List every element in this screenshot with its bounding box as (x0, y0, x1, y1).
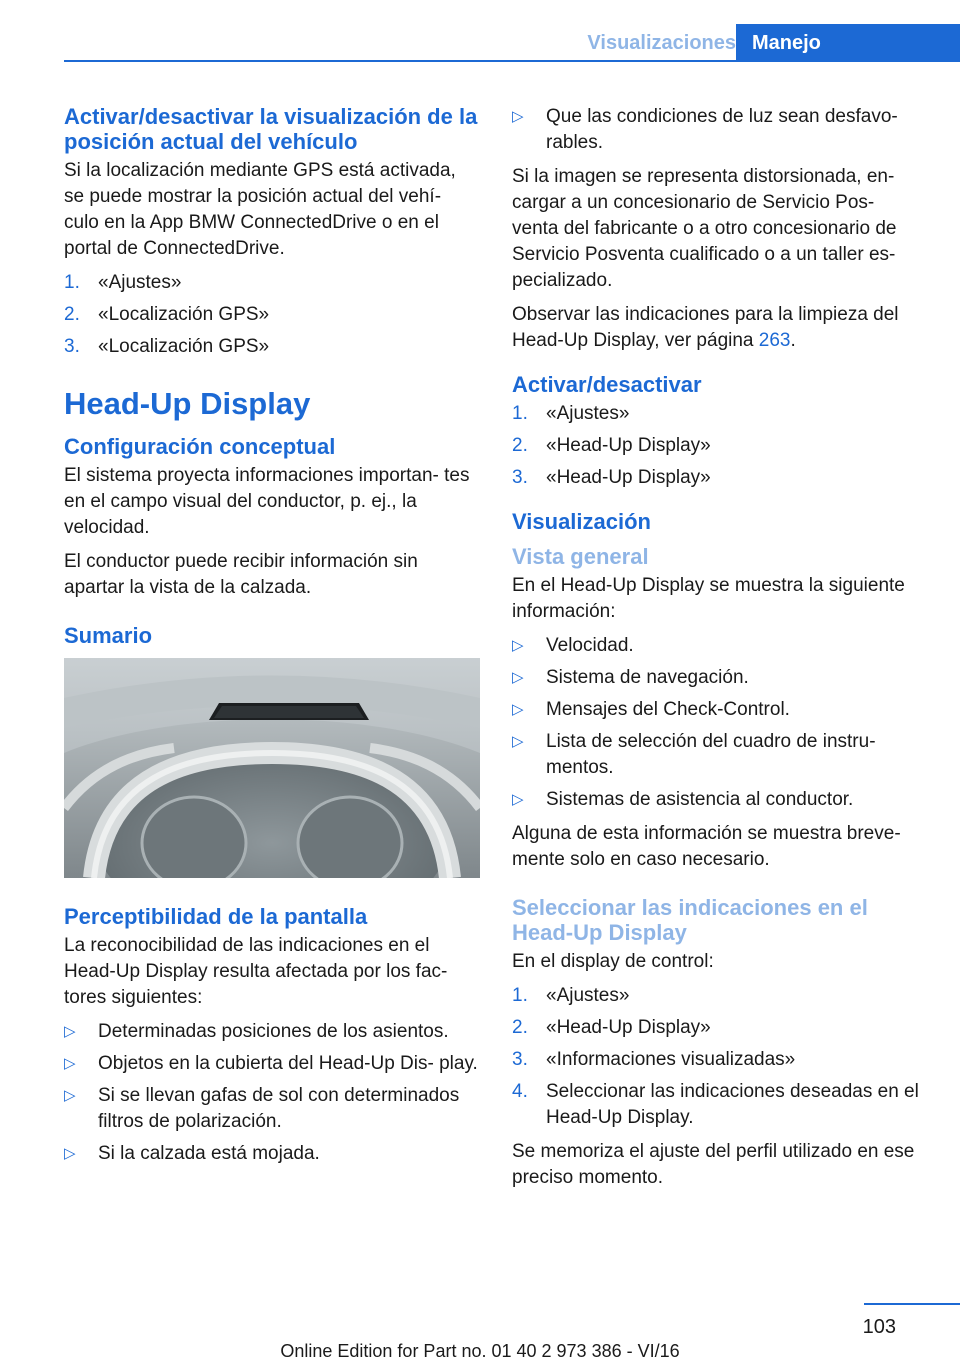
page-header (64, 24, 960, 62)
list-item: ▷ Objetos en la cubierta del Head-Up Dis‐ play. (64, 1051, 480, 1077)
paragraph-concept-1: El sistema proyecta informaciones importan‐ tes en el campo visual del conductor, p. ej., la velocidad. (64, 465, 470, 538)
left-column (64, 104, 480, 1175)
bullet-triangle-icon: ▷ (512, 108, 524, 125)
list-item: ▷ Sistemas de asistencia al conductor. (512, 787, 924, 813)
list-item: ▷ Si se llevan gafas de sol con determinados filtros de polarización. (64, 1085, 460, 1132)
overview-items (512, 633, 924, 813)
heading-activate-position: Activar/desactivar la visualización de la posición actual del vehículo (64, 104, 478, 154)
step-number: 4. (512, 1081, 528, 1102)
section-tab[interactable]: Visualizaciones (587, 32, 736, 54)
paragraph-visibility: La reconocibilidad de las indicaciones en el Head-Up Display resulta afectada por los fac‐ tores siguientes: (64, 935, 448, 1008)
step-number: 3. (64, 336, 80, 357)
paragraph-control-display: En el display de control: (512, 951, 714, 972)
heading-overview: Vista general (512, 544, 649, 569)
paragraph-overview: En el Head-Up Display se muestra la siguiente información: (512, 575, 905, 622)
step-number: 2. (512, 435, 528, 456)
heading-summary: Sumario (64, 623, 153, 648)
step-number: 1. (64, 272, 80, 293)
visibility-factors (64, 1019, 480, 1167)
heading-concept: Configuración conceptual (64, 434, 336, 459)
step-number: 3. (512, 1049, 528, 1070)
paragraph-profile: Se memoriza el ajuste del perfil utilizado en ese preciso momento. (512, 1141, 915, 1188)
bullet-triangle-icon: ▷ (512, 733, 524, 750)
paragraph-brief: Alguna de esta información se muestra breve‐ mente solo en caso necesario. (512, 823, 901, 870)
page-reference-link[interactable]: 263 (758, 330, 791, 351)
list-item: ▷ Velocidad. (512, 633, 924, 659)
list-item: ▷ Si la calzada está mojada. (64, 1141, 480, 1167)
list-item: 3. «Localización GPS» (64, 334, 480, 360)
hud-dashboard-illustration (64, 658, 480, 878)
steps-gps (64, 270, 480, 360)
list-item: 1. «Ajustes» (512, 983, 924, 1009)
edition-footer: Online Edition for Part no. 01 40 2 973 386 - VI/16 (280, 1341, 680, 1361)
list-item: ▷ Que las condiciones de luz sean desfavo‐ rables. (512, 106, 898, 153)
list-item: 2. «Head-Up Display» (512, 1015, 924, 1041)
bullet-triangle-icon: ▷ (512, 637, 524, 654)
footer-rule (864, 1303, 960, 1305)
list-item: ▷ Determinadas posiciones de los asientos. (64, 1019, 480, 1045)
heading-display: Visualización (512, 509, 651, 534)
page-number: 103 (862, 1316, 896, 1338)
heading-visibility: Perceptibilidad de la pantalla (64, 904, 368, 929)
hud-dashboard-image (64, 658, 480, 878)
bullet-triangle-icon: ▷ (64, 1145, 76, 1162)
bullet-triangle-icon: ▷ (512, 701, 524, 718)
list-item: 2. «Head-Up Display» (512, 433, 924, 459)
step-number: 1. (512, 403, 528, 424)
step-number: 2. (64, 304, 80, 325)
list-item: 3. «Informaciones visualizadas» (512, 1047, 924, 1073)
step-number: 1. (512, 985, 528, 1006)
paragraph-gps: Si la localización mediante GPS está activada, se puede mostrar la posición actual del vehí‐ culo en la App BMW ConnectedDrive o en el portal de ConnectedDrive. (64, 160, 456, 259)
list-item: ▷ Sistema de navegación. (512, 665, 924, 691)
chapter-tab[interactable]: Manejo (736, 24, 960, 62)
bullet-triangle-icon: ▷ (512, 669, 524, 686)
list-item: 4. Seleccionar las indicaciones deseadas en el Head-Up Display. (512, 1081, 919, 1128)
right-column (512, 104, 924, 1199)
header-rule (64, 60, 960, 62)
paragraph-cleaning: Observar las indicaciones para la limpieza del Head-Up Display, ver página 263. (512, 304, 899, 351)
list-item: 1. «Ajustes» (512, 401, 924, 427)
visibility-factors-continued (512, 104, 924, 156)
steps-select (512, 983, 924, 1131)
paragraph-distorted: Si la imagen se representa distorsionada, en‐ cargar a un concesionario de Servicio Pos‐ venta del fabricante o a otro concesionario de Servicio Posventa cualificado o a un taller es‐ pecializado. (512, 166, 897, 291)
list-item: ▷ Lista de selección del cuadro de instru‐ mentos. (512, 731, 876, 778)
paragraph-concept-2: El conductor puede recibir información sin apartar la vista de la calzada. (64, 551, 418, 598)
bullet-triangle-icon: ▷ (64, 1087, 76, 1104)
bullet-triangle-icon: ▷ (512, 791, 524, 808)
step-number: 3. (512, 467, 528, 488)
bullet-triangle-icon: ▷ (64, 1055, 76, 1072)
list-item: 2. «Localización GPS» (64, 302, 480, 328)
bullet-triangle-icon: ▷ (64, 1023, 76, 1040)
list-item: 1. «Ajustes» (64, 270, 480, 296)
step-number: 2. (512, 1017, 528, 1038)
title-head-up-display: Head-Up Display (64, 386, 311, 421)
heading-on-off: Activar/desactivar (512, 372, 702, 397)
steps-on-off (512, 401, 924, 491)
list-item: 3. «Head-Up Display» (512, 465, 924, 491)
list-item: ▷ Mensajes del Check-Control. (512, 697, 924, 723)
heading-select-indications: Seleccionar las indicaciones en el Head-Up Display (512, 895, 868, 945)
